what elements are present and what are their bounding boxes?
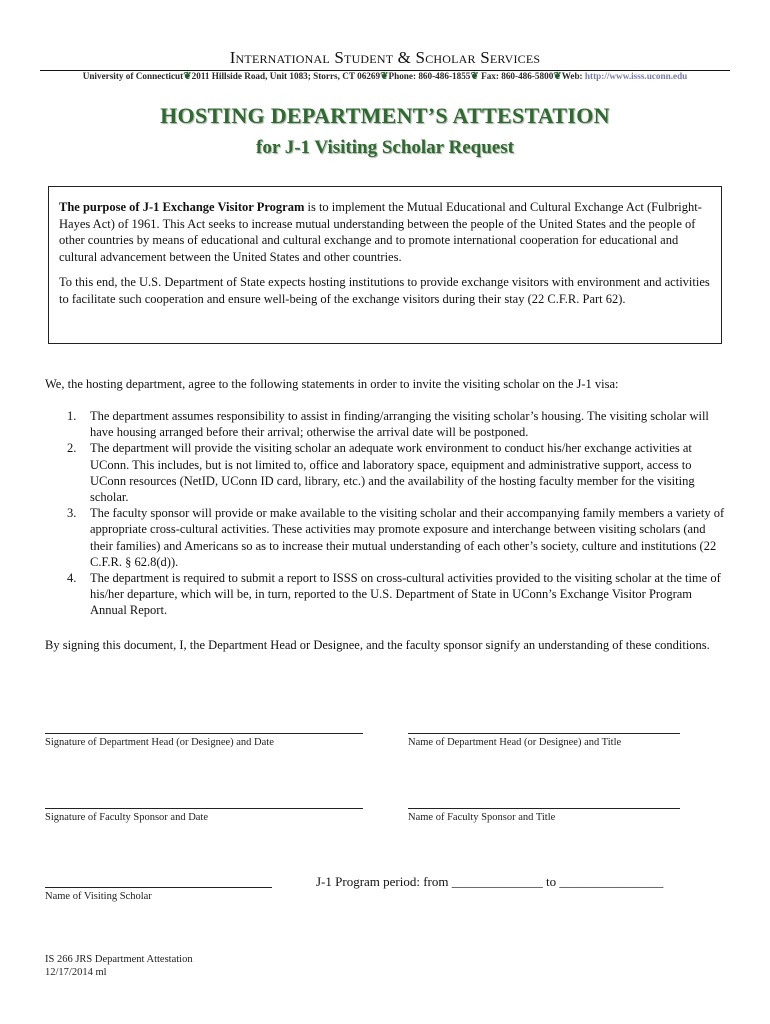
purpose-paragraph-2: To this end, the U.S. Department of State expects hosting institutions to provide exchange visitors with environment and activities to facilitate such cooperation and ensure well-being of the exchange visitors during their stay (22 C.F.R. Part 62). xyxy=(59,275,710,306)
purpose-text: is to implement the Mutual Educational and Cultural Exchange Act (Fulbright-Hayes Act) of 1961. This Act seeks to increase mutual understanding between the people of the United States and the people of other countries by means of educational and cultural exchange and to promote international cooperation for educational and cultural advancement between the United States and other countries. xyxy=(59,200,702,264)
leaf-separator-icon: ❦ xyxy=(470,71,479,82)
dept-head-signature-label: Signature of Department Head (or Designee) and Date xyxy=(45,737,274,748)
page-subtitle: for J-1 Visiting Scholar Request xyxy=(256,137,514,158)
statement-list xyxy=(45,408,725,619)
page-title: HOSTING DEPARTMENT’S ATTESTATION xyxy=(160,103,610,128)
website-link[interactable]: http://www.isss.uconn.edu xyxy=(584,71,688,81)
leaf-separator-icon: ❦ xyxy=(553,71,562,82)
leaf-separator-icon: ❦ xyxy=(380,71,389,82)
list-item-number: 3. xyxy=(67,506,77,521)
contact-line xyxy=(0,71,770,82)
closing-statement: By signing this document, I, the Department Head or Designee, and the faculty sponsor signify an understanding of these conditions. xyxy=(45,638,710,652)
dept-head-signature-line[interactable] xyxy=(45,733,363,734)
list-item-text: The department will provide the visiting scholar an adequate work environment to conduct his/her exchange activities at UConn. This includes, but is not limited to, office and laboratory space, equipment and administrative support, access to UConn resources (NetID, UConn ID card, library, etc.) and the availability of the hosting faculty member for the visiting scholar. xyxy=(90,441,695,505)
fax: Fax: 860-486-5800 xyxy=(481,71,554,81)
org-title: International Student & Scholar Services xyxy=(229,48,541,67)
list-item-text: The faculty sponsor will provide or make available to the visiting scholar and their accompanying family members a variety of appropriate cross-cultural activities. These activities may promote exposure and interchange between visiting scholars (and their families) and Americans so as to increase their mutual understanding of each other’s society, culture and institutions (22 C.F.R. § 62.8(d)). xyxy=(90,506,725,569)
faculty-name-label: Name of Faculty Sponsor and Title xyxy=(408,812,556,823)
list-item-number: 4. xyxy=(67,571,77,586)
purpose-lead: The purpose of J-1 Exchange Visitor Program xyxy=(59,200,305,214)
list-item xyxy=(45,408,725,440)
list-item-number: 2. xyxy=(67,441,77,456)
university-name: University of Connecticut xyxy=(82,71,184,81)
scholar-name-line[interactable] xyxy=(45,887,272,888)
leaf-separator-icon: ❦ xyxy=(183,71,192,82)
intro-statement: We, the hosting department, agree to the following statements in order to invite the visiting scholar on the J-1 visa: xyxy=(45,377,619,391)
faculty-name-line[interactable] xyxy=(408,808,680,809)
program-period[interactable]: J-1 Program period: from ______________ to ________________ xyxy=(316,874,664,889)
list-item xyxy=(45,440,725,505)
dept-head-name-line[interactable] xyxy=(408,733,680,734)
form-id: IS 266 JRS Department Attestation xyxy=(45,954,193,965)
dept-head-name-label: Name of Department Head (or Designee) and Title xyxy=(408,737,622,748)
web-label: Web: xyxy=(561,71,583,81)
list-item-number: 1. xyxy=(67,409,77,423)
list-item-text: The department assumes responsibility to assist in finding/arranging the visiting scholar’s housing. The visiting scholar will have housing arranged before their arrival; otherwise the arrival date will be postponed. xyxy=(90,409,709,440)
scholar-name-label: Name of Visiting Scholar xyxy=(45,891,152,902)
phone: Phone: 860-486-1855 xyxy=(388,71,471,81)
form-footer xyxy=(45,953,193,979)
faculty-signature-label: Signature of Faculty Sponsor and Date xyxy=(45,812,209,823)
list-item xyxy=(45,570,725,619)
purpose-paragraph-1 xyxy=(59,199,711,265)
faculty-signature-line[interactable] xyxy=(45,808,363,809)
form-revision: 12/17/2014 ml xyxy=(45,967,107,978)
list-item-text: The department is required to submit a report to ISSS on cross-cultural activities provided to the visiting scholar at the time of his/her departure, which will be, in turn, reported to the U.S. Department of State in UConn’s Exchange Visitor Program Annual Report. xyxy=(90,571,721,618)
list-item xyxy=(45,505,725,570)
address: 2011 Hillside Road, Unit 1083; Storrs, CT 06269 xyxy=(191,71,381,81)
purpose-box xyxy=(48,186,722,344)
